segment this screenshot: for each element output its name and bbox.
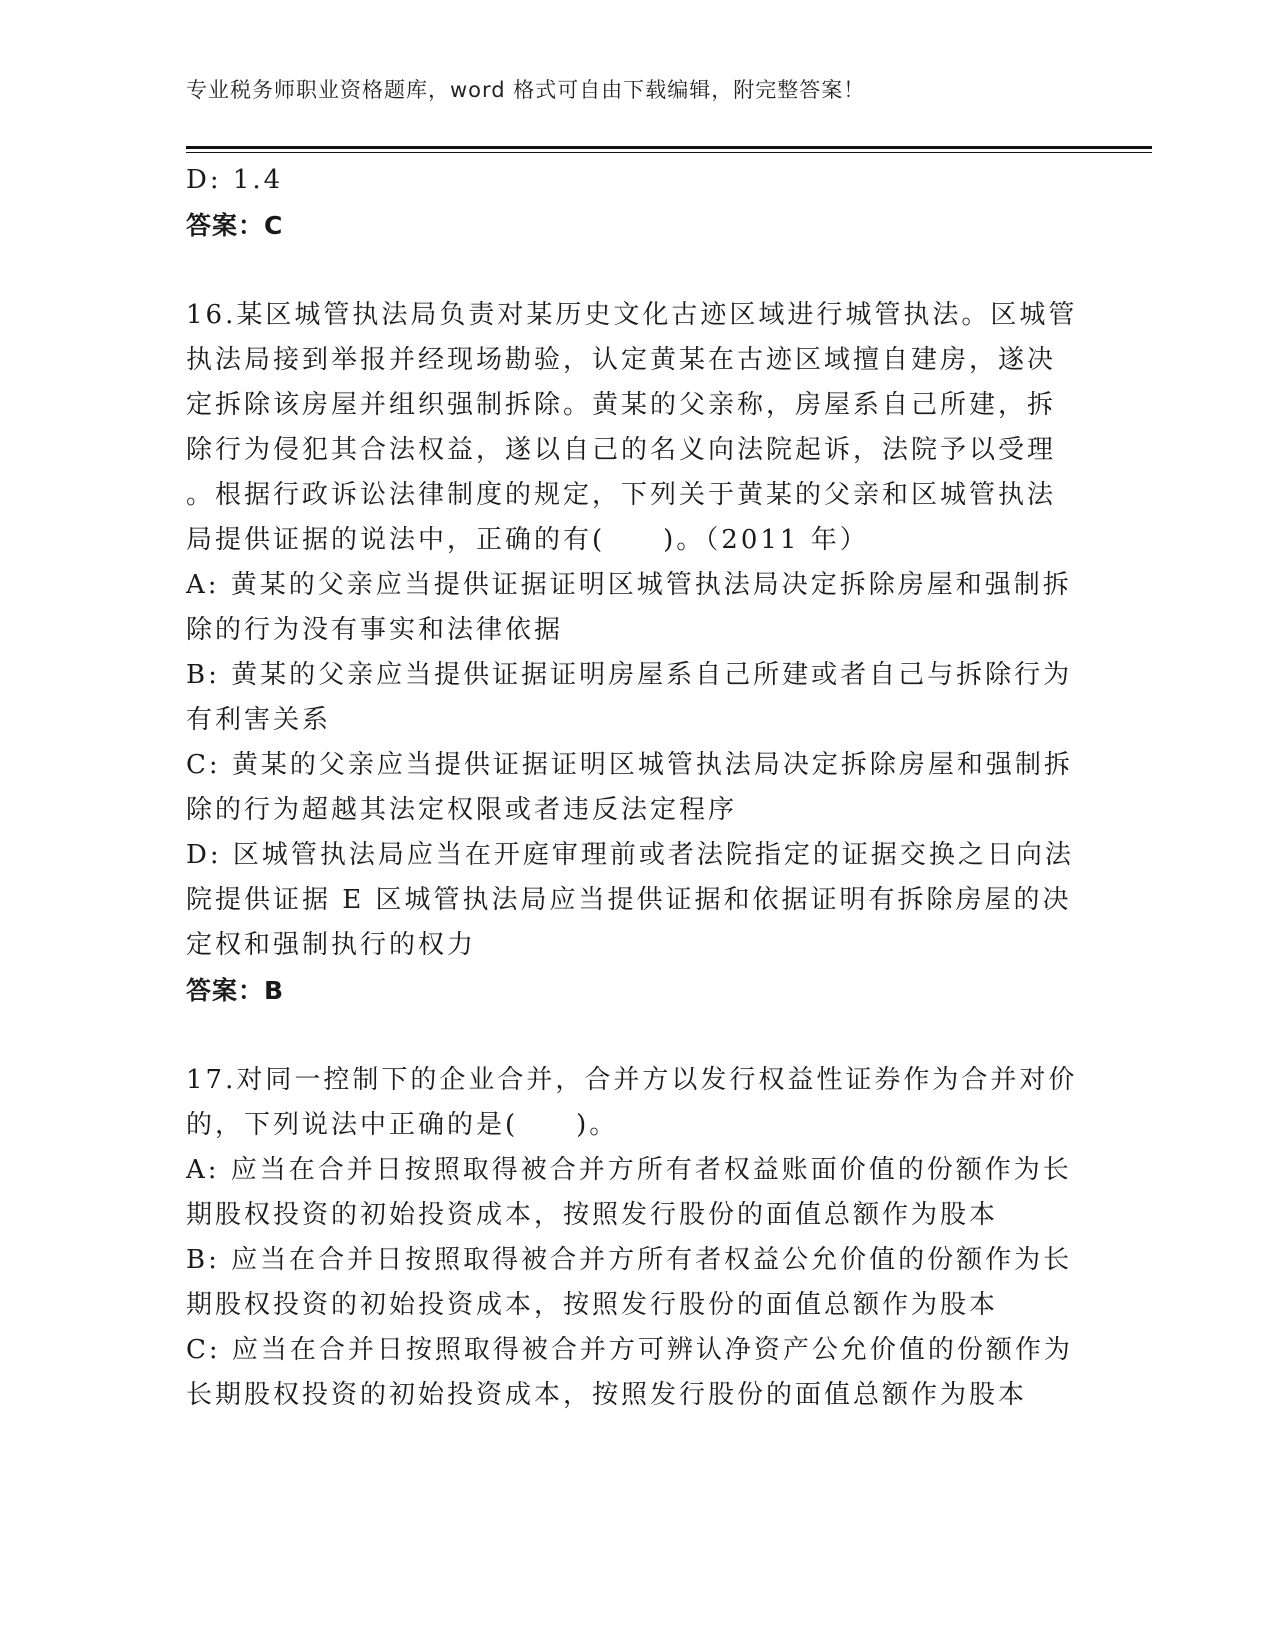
header-divider-thin bbox=[186, 152, 1152, 153]
option-line: 除的行为没有事实和法律依据 bbox=[186, 615, 564, 645]
question-stem bbox=[186, 1058, 1086, 1148]
stem-line: 的，下列说法中正确的是( )。 bbox=[186, 1110, 619, 1140]
option-a bbox=[186, 563, 1086, 653]
spacer bbox=[186, 248, 1086, 293]
option-d bbox=[186, 833, 1086, 968]
option-b bbox=[186, 1238, 1086, 1328]
header-divider bbox=[186, 146, 1152, 149]
question-stem bbox=[186, 293, 1086, 563]
stem-line: 定拆除该房屋并组织强制拆除。黄某的父亲称，房屋系自己所建，拆 bbox=[186, 390, 1057, 420]
option-line: A: 应当在合并日按照取得被合并方所有者权益账面价值的份额作为长 bbox=[186, 1155, 1072, 1185]
stem-line: 。根据行政诉讼法律制度的规定，下列关于黄某的父亲和区城管执法 bbox=[186, 480, 1057, 510]
option-line: 有利害关系 bbox=[186, 705, 332, 735]
page-header: 专业税务师职业资格题库，word 格式可自由下载编辑，附完整答案！ bbox=[186, 78, 866, 102]
option-d: D: 1.4 bbox=[186, 165, 284, 195]
option-line: 期股权投资的初始投资成本，按照发行股份的面值总额作为股本 bbox=[186, 1290, 999, 1320]
previous-question-tail bbox=[186, 158, 1086, 248]
document-body bbox=[186, 158, 1086, 1418]
option-line: A: 黄某的父亲应当提供证据证明区城管执法局决定拆除房屋和强制拆 bbox=[186, 570, 1072, 600]
option-a bbox=[186, 1148, 1086, 1238]
option-c bbox=[186, 743, 1086, 833]
answer-line: 答案：C bbox=[186, 211, 284, 240]
stem-line: 局提供证据的说法中，正确的有( )。（2011 年） bbox=[186, 525, 869, 555]
option-line: 院提供证据 E 区城管执法局应当提供证据和依据证明有拆除房屋的决 bbox=[186, 885, 1072, 915]
option-line: 除的行为超越其法定权限或者违反法定程序 bbox=[186, 795, 738, 825]
stem-line: 16.某区城管执法局负责对某历史文化古迹区域进行城管执法。区城管 bbox=[186, 300, 1078, 330]
option-c bbox=[186, 1328, 1086, 1418]
option-line: 期股权投资的初始投资成本，按照发行股份的面值总额作为股本 bbox=[186, 1200, 999, 1230]
spacer bbox=[186, 1013, 1086, 1058]
answer-line: 答案：B bbox=[186, 976, 285, 1005]
option-line: C: 黄某的父亲应当提供证据证明区城管执法局决定拆除房屋和强制拆 bbox=[186, 750, 1073, 780]
stem-line: 执法局接到举报并经现场勘验，认定黄某在古迹区域擅自建房，遂决 bbox=[186, 345, 1057, 375]
option-b bbox=[186, 653, 1086, 743]
option-line: B: 黄某的父亲应当提供证据证明房屋系自己所建或者自己与拆除行为 bbox=[186, 660, 1073, 690]
question-16 bbox=[186, 293, 1086, 1013]
stem-line: 除行为侵犯其合法权益，遂以自己的名义向法院起诉，法院予以受理 bbox=[186, 435, 1057, 465]
stem-line: 17.对同一控制下的企业合并，合并方以发行权益性证券作为合并对价 bbox=[186, 1065, 1078, 1095]
option-line: D: 区城管执法局应当在开庭审理前或者法院指定的证据交换之日向法 bbox=[186, 840, 1074, 870]
option-line: 定权和强制执行的权力 bbox=[186, 930, 477, 960]
option-line: B: 应当在合并日按照取得被合并方所有者权益公允价值的份额作为长 bbox=[186, 1245, 1073, 1275]
option-line: C: 应当在合并日按照取得被合并方可辨认净资产公允价值的份额作为 bbox=[186, 1335, 1073, 1365]
option-line: 长期股权投资的初始投资成本，按照发行股份的面值总额作为股本 bbox=[186, 1380, 1028, 1410]
question-17 bbox=[186, 1058, 1086, 1418]
